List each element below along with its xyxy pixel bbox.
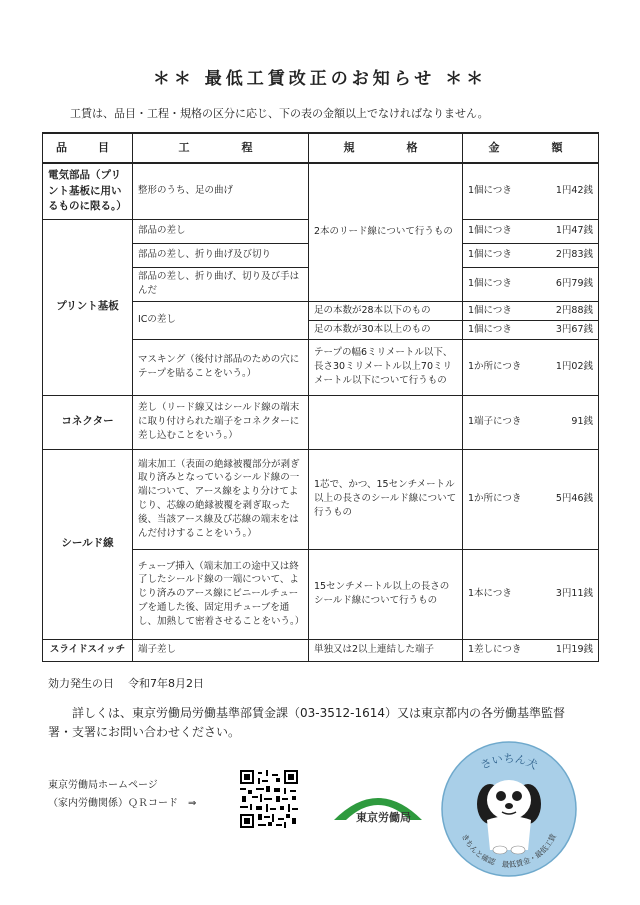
amount-cell: [463, 549, 599, 639]
amount-value: 5円46銭: [555, 493, 593, 505]
process-cell: マスキング（後付け部品のための穴にテープを貼ることをいう。）: [133, 339, 309, 395]
amount-cell: [463, 339, 599, 395]
spec-cell: 単独又は2以上連結した端子: [309, 639, 463, 661]
amount-value: 1円47銭: [555, 225, 593, 237]
process-cell: 差し（リード線又はシールド線の端末に取り付けられた端子をコネクターに差し込むことをいう。）: [133, 395, 309, 449]
amount-cell: [463, 301, 599, 320]
qr-code-icon[interactable]: [240, 770, 298, 828]
item-shield: シールド線: [43, 449, 133, 639]
amount-unit: 1個につき: [468, 249, 512, 261]
tokyo-labor-bureau-logo: [330, 780, 426, 836]
amount-cell: [463, 243, 599, 267]
item-slide: スライドスイッチ: [43, 639, 133, 661]
process-cell: 部品の差し: [133, 219, 309, 243]
wage-table: [42, 132, 599, 662]
amount-unit: 1端子につき: [468, 416, 522, 428]
amount-unit: 1か所につき: [468, 493, 522, 505]
amount-value: 6円79銭: [555, 278, 593, 290]
amount-cell: [463, 163, 599, 219]
table-header-row: [43, 133, 599, 163]
spec-cell: 2本のリード線について行うもの: [309, 163, 463, 301]
page-title: ＊＊ 最低工賃改正のお知らせ ＊＊: [152, 69, 488, 89]
amount-unit: 1差しにつき: [468, 644, 522, 656]
spec-cell: 15センチメートル以上の長さのシールド線について行うもの: [309, 549, 463, 639]
amount-value: 1円02銭: [555, 361, 593, 373]
amount-value: 2円88銭: [555, 304, 593, 316]
spec-cell: 足の本数が28本以下のもの: [309, 301, 463, 320]
item-connector: コネクター: [43, 395, 133, 449]
table-row: [43, 449, 599, 549]
process-cell: ICの差し: [133, 301, 309, 339]
amount-unit: 1か所につき: [468, 361, 522, 373]
spec-cell-empty: [309, 395, 463, 449]
process-cell: 端子差し: [133, 639, 309, 661]
process-cell: チューブ挿入（端末加工の途中又は終了したシールド線の一端について、よじり済みのアース線にビニールチューブを通した後、固定用チューブを通し、加熱して密着させることをいう。）: [133, 549, 309, 639]
table-row: [43, 395, 599, 449]
homepage-line2: （家内労働関係）ＱＲコード ⇒: [48, 798, 197, 809]
process-cell: 整形のうち、足の曲げ: [133, 163, 309, 219]
amount-unit: 1個につき: [468, 225, 512, 237]
amount-value: 91銭: [571, 416, 593, 428]
header-spec: 規 格: [309, 133, 463, 163]
item-print: プリント基板: [43, 219, 133, 395]
amount-value: 3円11銭: [555, 588, 593, 600]
spec-cell: テープの幅6ミリメートル以下、長さ30ミリメートル以上70ミリメートル以下について行うもの: [309, 339, 463, 395]
header-process: 工 程: [133, 133, 309, 163]
homepage-line1: 東京労働局ホームページ: [48, 780, 158, 791]
process-cell: 端末加工（表面の絶縁被覆部分が剥ぎ取り済みとなっているシールド線の一端について、アース線をより分けてよじり、芯線の絶縁被覆を剥ぎ取った後、当該アース線及び芯線の端末をはんだ付けすることをいう。）: [133, 449, 309, 549]
contact-info: 詳しくは、東京労働局労働基準部賃金課（03-3512-1614）又は東京都内の各労働基準監督署・支署にお問い合わせください。: [48, 706, 566, 740]
spec-cell: 1芯で、かつ、15センチメートル以上の長さのシールド線について行うもの: [309, 449, 463, 549]
process-cell: 部品の差し、折り曲げ、切り及び手はんだ: [133, 267, 309, 301]
process-cell: 部品の差し、折り曲げ及び切り: [133, 243, 309, 267]
amount-cell: [463, 267, 599, 301]
amount-cell: [463, 320, 599, 339]
homepage-note: [48, 777, 196, 813]
intro-text: 工賃は、品目・工程・規格の区分に応じ、下の表の金額以上でなければなりません。: [70, 107, 489, 120]
amount-cell: [463, 639, 599, 661]
table-row: [43, 163, 599, 219]
amount-unit: 1個につき: [468, 323, 512, 335]
amount-value: 2円83銭: [555, 249, 593, 261]
header-amount: 金 額: [463, 133, 599, 163]
table-row: [43, 639, 599, 661]
effective-value: 令和7年8月2日: [128, 677, 204, 690]
amount-value: 1円19銭: [555, 644, 593, 656]
effective-label: 効力発生の日: [48, 677, 114, 690]
amount-cell: [463, 395, 599, 449]
saichin-dog-mascot-icon: [440, 740, 578, 878]
item-denki: 電気部品（プリント基板に用いるものに限る。）: [43, 163, 133, 219]
amount-unit: 1個につき: [468, 278, 512, 290]
amount-value: 1円42銭: [555, 185, 593, 197]
mascot-name: さいちん犬: [478, 752, 540, 773]
amount-cell: [463, 219, 599, 243]
spec-cell: 足の本数が30本以上のもの: [309, 320, 463, 339]
amount-unit: 1本につき: [468, 588, 512, 600]
header-item: 品 目: [43, 133, 133, 163]
amount-value: 3円67銭: [555, 323, 593, 335]
amount-unit: 1個につき: [468, 304, 512, 316]
effective-date: [48, 675, 218, 691]
amount-cell: [463, 449, 599, 549]
amount-unit: 1個につき: [468, 185, 512, 197]
mascot-caption: きちんと確認 最低賃金・最低工賃: [459, 832, 559, 870]
logo-text: 東京労働局: [356, 811, 411, 824]
